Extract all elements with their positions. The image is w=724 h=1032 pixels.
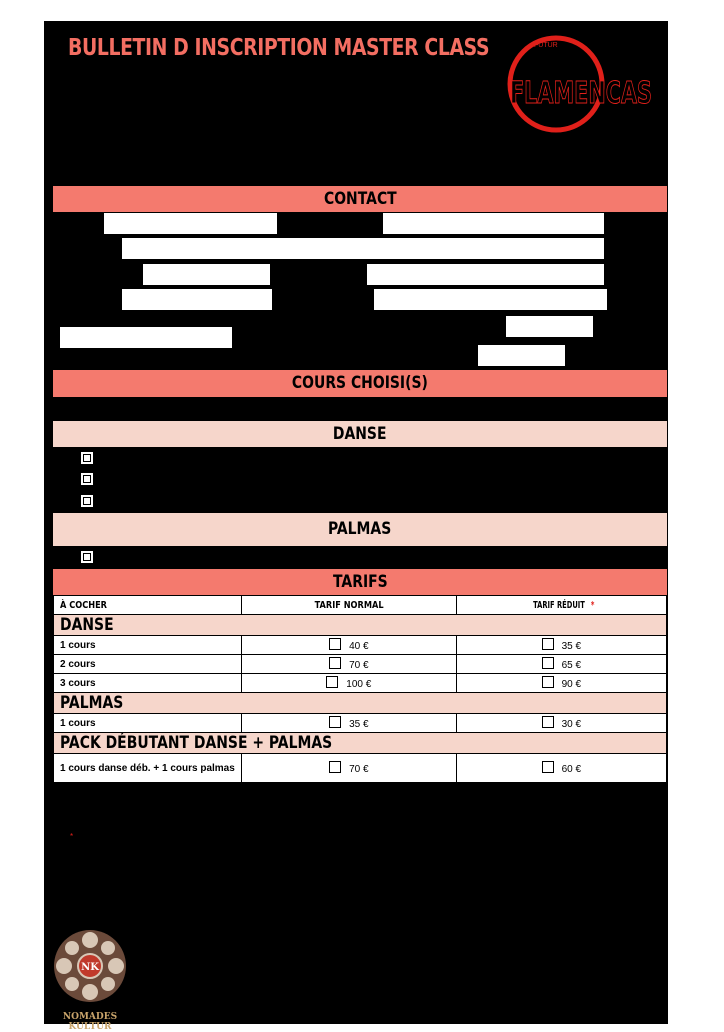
contact-field-prenom[interactable] xyxy=(383,213,604,234)
tarifs-header-row xyxy=(54,596,667,615)
checkbox-danse-1-reduit[interactable] xyxy=(542,638,554,650)
page-title: BULLETIN D INSCRIPTION MASTER CLASS xyxy=(68,35,490,61)
tarifs-table xyxy=(53,595,667,783)
header-tarif-normal: TARIF NORMAL xyxy=(242,596,457,615)
checkbox-danse-1-normal[interactable] xyxy=(329,638,341,650)
danse-checkbox-1[interactable] xyxy=(80,451,94,465)
header-a-cocher: À COCHER xyxy=(54,596,242,615)
contact-field-ville[interactable] xyxy=(367,264,604,285)
section-cours-choisis: COURS CHOISI(S) xyxy=(53,370,667,397)
nomades-kultur-text: NOMADES KULTUR xyxy=(62,1012,118,1032)
checkbox-danse-2-normal[interactable] xyxy=(329,657,341,669)
table-row: 1 cours 40 € 35 € xyxy=(54,636,667,655)
section-contact: CONTACT xyxy=(53,186,667,212)
logo-text: FLAMENCAS xyxy=(510,76,652,111)
group-header-danse: DANSE xyxy=(54,615,667,636)
nomades-kultur-logo xyxy=(44,926,136,1032)
contact-field-extra-1[interactable] xyxy=(506,316,593,337)
footnote-asterisk: * xyxy=(70,832,74,841)
contact-field-email[interactable] xyxy=(374,289,607,310)
palmas-checkbox-1[interactable] xyxy=(80,550,94,564)
contact-field-nom[interactable] xyxy=(104,213,277,234)
checkbox-pack-normal[interactable] xyxy=(329,761,341,773)
contact-field-adresse[interactable] xyxy=(122,238,604,259)
form-page xyxy=(44,21,668,1032)
table-row: 3 cours 100 € 90 € xyxy=(54,674,667,693)
flamenco-logo xyxy=(506,27,656,137)
section-tarifs: TARIFS xyxy=(53,569,667,595)
contact-field-cp[interactable] xyxy=(143,264,270,285)
header-tarif-reduit: TARIF RÉDUIT * xyxy=(456,596,666,615)
contact-field-extra-3[interactable] xyxy=(478,345,565,366)
table-row: 1 cours danse déb. + 1 cours palmas 70 € 60 € xyxy=(54,754,667,783)
danse-checkbox-2[interactable] xyxy=(80,472,94,486)
monogram-text: NK xyxy=(81,962,99,973)
checkbox-danse-3-normal[interactable] xyxy=(326,676,338,688)
group-header-palmas: PALMAS xyxy=(54,693,667,714)
checkbox-danse-2-reduit[interactable] xyxy=(542,657,554,669)
mandala-icon xyxy=(44,926,136,1012)
checkbox-palmas-1-reduit[interactable] xyxy=(542,716,554,728)
table-row: 2 cours 70 € 65 € xyxy=(54,655,667,674)
section-palmas: PALMAS xyxy=(53,513,667,546)
contact-field-extra-2[interactable] xyxy=(60,327,232,348)
checkbox-palmas-1-normal[interactable] xyxy=(329,716,341,728)
checkbox-pack-reduit[interactable] xyxy=(542,761,554,773)
contact-field-tel[interactable] xyxy=(122,289,272,310)
danse-checkbox-3[interactable] xyxy=(80,494,94,508)
checkbox-danse-3-reduit[interactable] xyxy=(542,676,554,688)
svg-text:FUTUR: FUTUR xyxy=(534,42,558,49)
table-row: 1 cours 35 € 30 € xyxy=(54,714,667,733)
group-header-pack: PACK DÉBUTANT DANSE + PALMAS xyxy=(54,733,667,754)
section-danse: DANSE xyxy=(53,421,667,447)
